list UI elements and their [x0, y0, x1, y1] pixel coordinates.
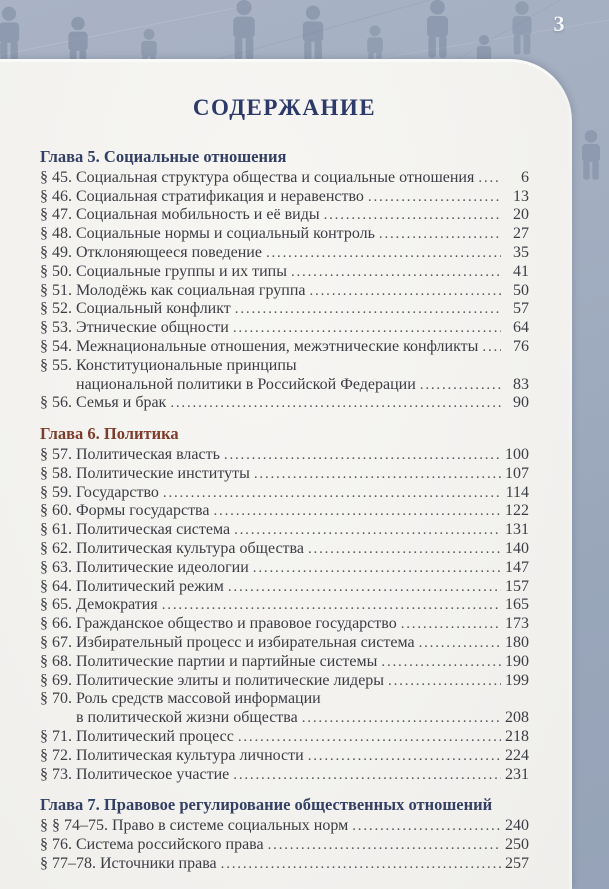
toc-entry-page: 83 — [513, 375, 529, 393]
toc-entry-label: § 70. Роль средств массовой информации — [40, 690, 321, 708]
toc-entry — [40, 521, 529, 540]
toc-entry-label: § 49. Отклоняющееся поведение — [40, 243, 262, 261]
toc-entry-label: § 72. Политическая культура личности — [40, 746, 304, 764]
toc-entry-label: § 45. Социальная структура общества и социальные отношения — [40, 168, 475, 186]
toc-entry-page: 100 — [505, 445, 529, 463]
toc-entry-page: 218 — [505, 727, 529, 745]
toc-entry — [40, 502, 529, 521]
toc-dots-leader — [238, 728, 501, 747]
toc-entry-label: § 62. Политическая культура общества — [40, 539, 304, 557]
toc-dots-leader — [254, 465, 501, 484]
toc-entry-page: 6 — [521, 168, 529, 186]
toc-entry-page: 165 — [505, 596, 529, 614]
table-of-contents — [40, 148, 529, 873]
toc-entry — [40, 672, 529, 691]
toc-dots-leader — [233, 319, 501, 338]
toc-entry-label: § 69. Политические элиты и политические лидеры — [40, 671, 385, 689]
toc-entry — [40, 263, 529, 282]
toc-entry — [40, 319, 529, 338]
toc-entry-label: § 57. Политическая власть — [40, 445, 220, 463]
chapter-heading: Глава 7. Правовое регулирование общественных отношений — [40, 795, 493, 815]
toc-entry-page: 208 — [505, 709, 529, 727]
person-silhouette-icon — [226, 0, 262, 62]
toc-entry — [40, 578, 529, 597]
toc-entry — [40, 244, 529, 263]
toc-dots-leader — [388, 672, 501, 691]
toc-dots-leader — [170, 394, 501, 413]
toc-entry-page: 173 — [505, 615, 529, 633]
toc-entry-page: 50 — [513, 281, 529, 299]
toc-entry-label: § § 74–75. Право в системе социальных норм — [40, 817, 349, 835]
toc-entry-page: 107 — [505, 464, 529, 482]
toc-entry-label: § 73. Политическое участие — [40, 765, 230, 783]
toc-entry-label: § 76. Система российского права — [40, 835, 264, 853]
toc-entry — [40, 357, 529, 376]
toc-entry-page: 122 — [505, 502, 529, 520]
toc-dots-leader — [221, 855, 501, 874]
toc-entry-page: 57 — [513, 300, 529, 318]
toc-entry-page: 90 — [513, 394, 529, 412]
toc-entry-page: 224 — [505, 746, 529, 764]
toc-dots-leader — [419, 634, 501, 653]
toc-entry-label: § 52. Социальный конфликт — [40, 300, 231, 318]
toc-dots-leader — [253, 559, 501, 578]
toc-dots-leader — [233, 766, 501, 785]
toc-entry — [40, 855, 529, 874]
toc-dots-leader — [381, 653, 501, 672]
toc-entry-label: § 61. Политическая система — [40, 521, 231, 539]
toc-entry-page: 114 — [505, 483, 529, 501]
toc-entry — [40, 559, 529, 578]
toc-entry — [40, 484, 529, 503]
person-silhouette-icon — [576, 128, 606, 182]
toc-dots-leader — [228, 578, 501, 597]
toc-entry — [40, 446, 529, 465]
toc-dots-leader — [420, 376, 501, 395]
person-silhouette-icon — [0, 6, 26, 64]
toc-entry — [40, 540, 529, 559]
toc-dots-leader — [310, 282, 502, 301]
toc-entry-page: 147 — [505, 558, 529, 576]
toc-entry-page: 76 — [513, 337, 529, 355]
toc-dots-leader — [308, 540, 501, 559]
toc-entry — [40, 465, 529, 484]
toc-entry — [40, 690, 529, 709]
toc-entry-label: § 53. Этнические общности — [40, 319, 229, 337]
toc-entry — [40, 634, 529, 653]
toc-entry — [40, 169, 529, 188]
toc-entry-label: § 65. Демократия — [40, 596, 158, 614]
toc-entry-label: § 55. Конституциональные принципы — [40, 356, 297, 374]
toc-dots-leader — [379, 225, 501, 244]
toc-entry-label: § 58. Политические институты — [40, 464, 250, 482]
toc-entry-page: 180 — [505, 633, 529, 651]
toc-dots-leader — [234, 521, 501, 540]
toc-dots-leader — [368, 188, 501, 207]
toc-entry — [40, 376, 529, 395]
toc-entry-page: 257 — [505, 854, 529, 872]
toc-entry-page: 140 — [505, 539, 529, 557]
toc-entry-label: национальной политики в Российской Федерации — [76, 375, 416, 393]
toc-dots-leader — [478, 169, 501, 188]
toc-dots-leader — [482, 338, 501, 357]
toc-entry-page: 20 — [513, 206, 529, 224]
toc-dots-leader — [268, 836, 501, 855]
toc-entry — [40, 817, 529, 836]
toc-entry — [40, 225, 529, 244]
toc-entry-label: в политической жизни общества — [76, 709, 298, 727]
toc-dots-leader — [266, 244, 501, 263]
toc-dots-leader — [162, 596, 501, 615]
toc-entry-page: 190 — [505, 652, 529, 670]
chapter-heading: Глава 5. Социальные отношения — [40, 147, 287, 166]
toc-entry-page: 64 — [513, 319, 529, 337]
toc-dots-leader — [352, 817, 501, 836]
toc-dots-leader — [291, 263, 501, 282]
toc-entry-label: § 54. Межнациональные отношения, межэтнические конфликты — [40, 337, 479, 355]
toc-entry-label: § 63. Политические идеологии — [40, 558, 249, 576]
toc-entry-label: § 59. Государство — [40, 483, 159, 501]
toc-entry — [40, 615, 529, 634]
toc-entry-page: 250 — [505, 835, 529, 853]
toc-entry-page: 157 — [505, 577, 529, 595]
toc-entry-page: 131 — [505, 521, 529, 539]
person-silhouette-icon — [506, 0, 538, 56]
toc-entry — [40, 709, 529, 728]
toc-entry-label: § 68. Политические партии и партийные системы — [40, 652, 378, 670]
toc-dots-leader — [302, 709, 501, 728]
toc-dots-leader — [163, 484, 501, 503]
toc-entry — [40, 836, 529, 855]
toc-entry — [40, 206, 529, 225]
toc-dots-leader — [224, 446, 501, 465]
toc-entry-label: § 77–78. Источники права — [40, 854, 217, 872]
toc-entry — [40, 188, 529, 207]
toc-entry — [40, 747, 529, 766]
person-silhouette-icon — [296, 4, 330, 64]
toc-entry-label: § 48. Социальные нормы и социальный контроль — [40, 225, 375, 243]
person-silhouette-icon — [420, 0, 455, 60]
page-number-badge: 3 — [553, 11, 565, 36]
toc-entry-page: 199 — [505, 671, 529, 689]
toc-entry — [40, 766, 529, 785]
toc-entry-label: § 51. Молодёжь как социальная группа — [40, 281, 306, 299]
toc-entry — [40, 282, 529, 301]
toc-dots-leader — [401, 615, 501, 634]
toc-entry-page: 27 — [513, 225, 529, 243]
toc-dots-leader — [308, 747, 501, 766]
toc-entry-label: § 60. Формы государства — [40, 502, 210, 520]
toc-entry — [40, 653, 529, 672]
contents-title: СОДЕРЖАНИЕ — [192, 95, 377, 120]
toc-entry — [40, 300, 529, 319]
toc-entry-page: 13 — [513, 187, 529, 205]
chapter-heading: Глава 6. Политика — [40, 424, 179, 444]
toc-entry-label: § 50. Социальные группы и их типы — [40, 262, 287, 280]
toc-dots-leader — [324, 206, 501, 225]
toc-entry-label: § 66. Гражданское общество и правовое государство — [40, 615, 397, 633]
toc-entry — [40, 394, 529, 413]
toc-entry-label: § 71. Политический процесс — [40, 727, 234, 745]
toc-entry-label: § 46. Социальная стратификация и неравенство — [40, 187, 364, 205]
toc-entry-label: § 47. Социальная мобильность и её виды — [40, 206, 320, 224]
toc-entry-page: 41 — [513, 262, 529, 280]
toc-entry-page: 35 — [513, 243, 529, 261]
contents-page — [0, 59, 572, 889]
toc-entry-label: § 56. Семья и брак — [40, 394, 167, 412]
contents-page-content — [0, 62, 569, 873]
toc-entry-page: 240 — [505, 817, 529, 835]
toc-dots-leader — [235, 300, 501, 319]
toc-entry — [40, 728, 529, 747]
toc-entry — [40, 596, 529, 615]
toc-entry-page: 231 — [505, 765, 529, 783]
toc-entry-label: § 64. Политический режим — [40, 577, 224, 595]
toc-dots-leader — [214, 502, 502, 521]
toc-entry-label: § 67. Избирательный процесс и избирательная система — [40, 633, 415, 651]
toc-entry — [40, 338, 529, 357]
